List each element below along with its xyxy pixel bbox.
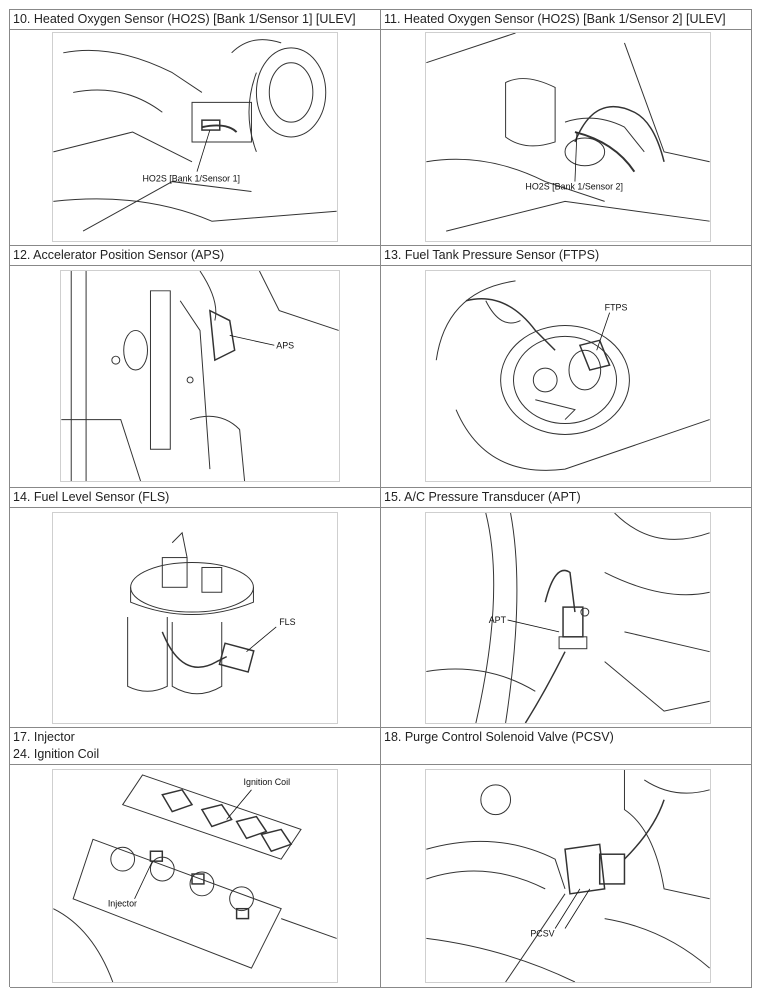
- section-title-ftps: [381, 246, 752, 266]
- image-cell-ho2s-sensor1: [10, 30, 381, 246]
- callout-pcsv: PCSV: [530, 928, 555, 939]
- injector-ignition-drawing: [53, 770, 337, 982]
- title-text-ignition-coil: 24. Ignition Coil: [13, 747, 100, 761]
- image-cell-aps: [10, 266, 381, 488]
- fls-drawing: [53, 513, 337, 723]
- title-text-injector: 17. Injector: [13, 730, 75, 744]
- image-cell-ho2s-sensor2: [381, 30, 752, 246]
- image-cell-pcsv: [381, 765, 752, 988]
- diagram-ho2s-sensor1: [52, 32, 338, 242]
- section-title-fls: [10, 488, 381, 508]
- image-cell-fls: [10, 508, 381, 728]
- diagram-ho2s-sensor2: [425, 32, 711, 242]
- ftps-drawing: [426, 271, 710, 481]
- title-text: 18. Purge Control Solenoid Valve (PCSV): [384, 730, 614, 744]
- section-title-pcsv: [381, 728, 752, 765]
- image-cell-apt: [381, 508, 752, 728]
- diagram-ftps: [425, 270, 711, 482]
- section-title-ho2s-sensor2: [381, 10, 752, 30]
- callout-ho2s-sensor2: HO2S [Bank 1/Sensor 2]: [525, 181, 623, 192]
- diagram-fls: [52, 512, 338, 724]
- callout-aps: APS: [276, 340, 295, 351]
- diagram-apt: [425, 512, 711, 724]
- callout-ftps: FTPS: [604, 302, 628, 313]
- title-text: 10. Heated Oxygen Sensor (HO2S) [Bank 1/Sensor 1] [ULEV]: [13, 12, 356, 26]
- diagram-pcsv: [425, 769, 711, 983]
- image-cell-injector-ignition: [10, 765, 381, 988]
- title-text: 11. Heated Oxygen Sensor (HO2S) [Bank 1/Sensor 2] [ULEV]: [384, 12, 726, 26]
- ho2s-sensor2-drawing: [426, 33, 710, 241]
- title-text: 12. Accelerator Position Sensor (APS): [13, 248, 225, 262]
- callout-apt: APT: [488, 614, 507, 625]
- diagram-aps: [60, 270, 340, 482]
- image-cell-ftps: [381, 266, 752, 488]
- callout-ignition-coil: Ignition Coil: [243, 776, 291, 787]
- section-title-apt: [381, 488, 752, 508]
- callout-injector: Injector: [107, 898, 138, 909]
- section-title-aps: [10, 246, 381, 266]
- apt-drawing: [426, 513, 710, 723]
- component-location-table: [9, 9, 752, 987]
- pcsv-drawing: [426, 770, 710, 982]
- section-title-injector-ignition: [10, 728, 381, 765]
- diagram-injector-ignition: [52, 769, 338, 983]
- section-title-ho2s-sensor1: [10, 10, 381, 30]
- callout-fls: FLS: [279, 616, 296, 627]
- aps-drawing: [61, 271, 339, 481]
- ho2s-sensor1-drawing: [53, 33, 337, 241]
- title-text: 15. A/C Pressure Transducer (APT): [384, 490, 581, 504]
- callout-ho2s-sensor1: HO2S [Bank 1/Sensor 1]: [142, 173, 241, 184]
- title-text: 13. Fuel Tank Pressure Sensor (FTPS): [384, 248, 600, 262]
- title-text: 14. Fuel Level Sensor (FLS): [13, 490, 170, 504]
